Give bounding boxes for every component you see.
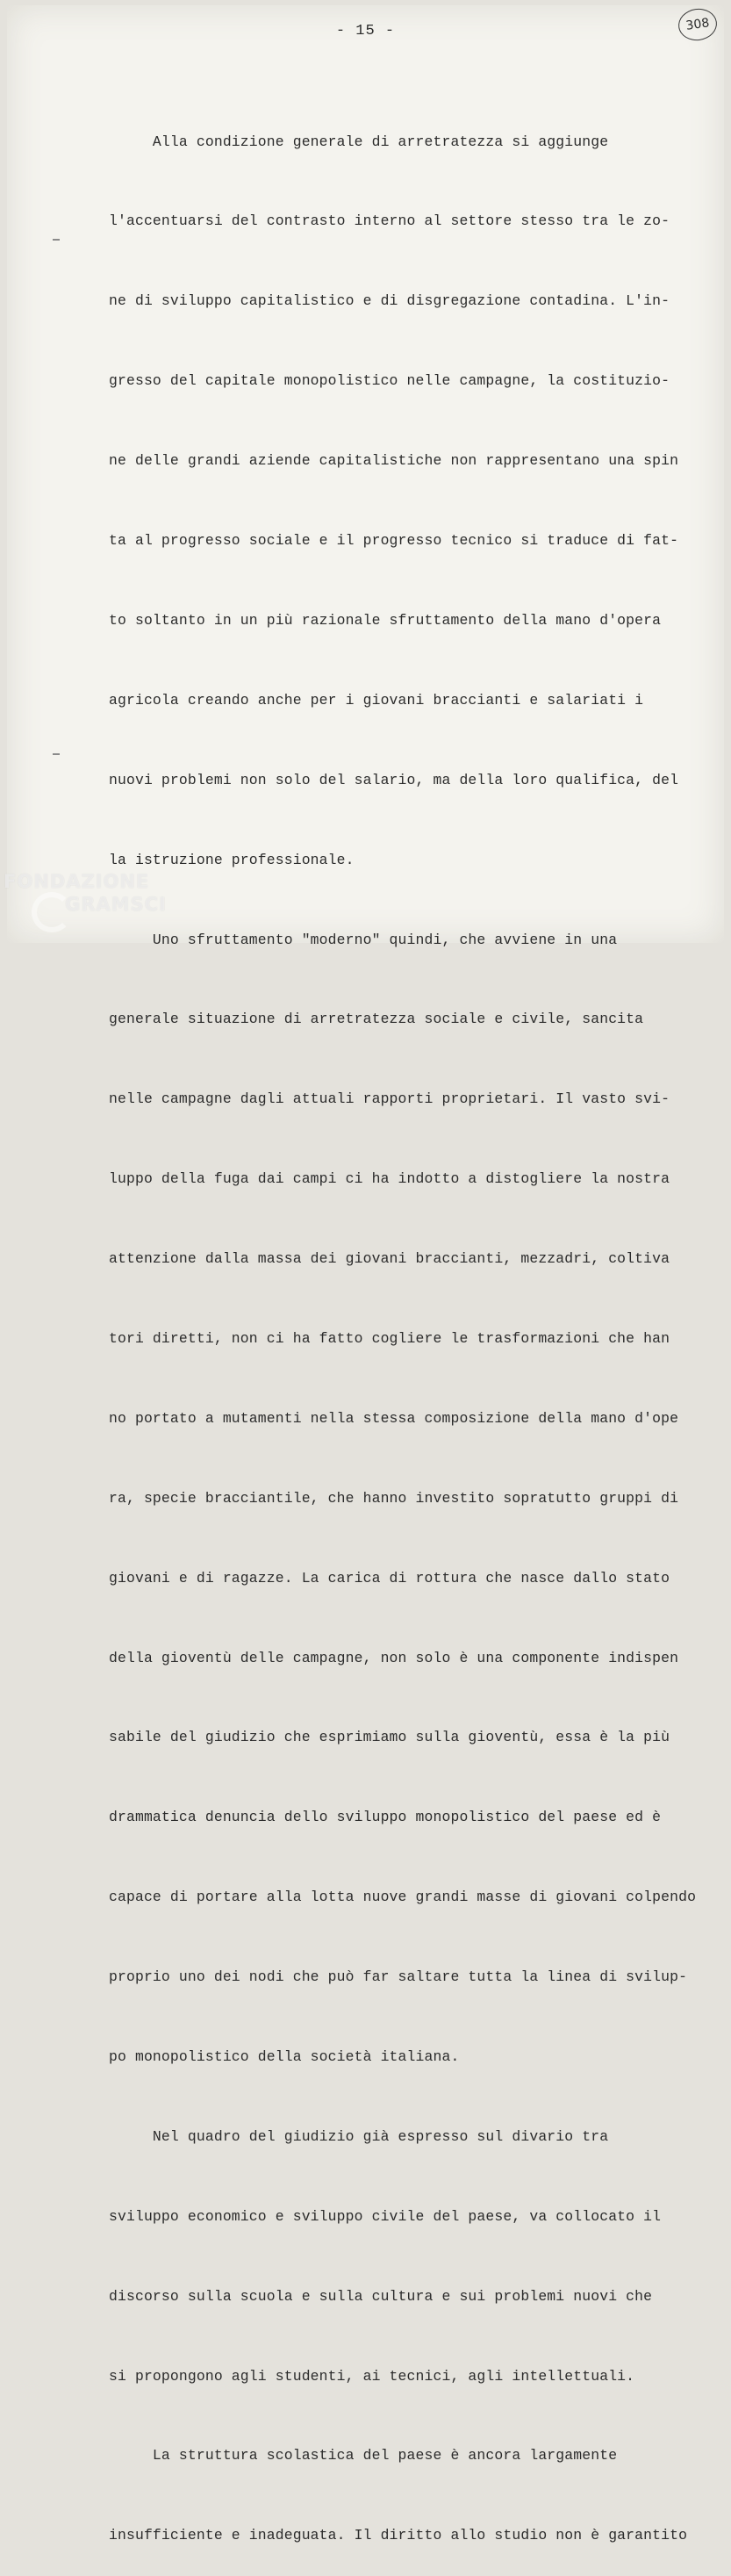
- text-line: Alla condizione generale di arretratezza si aggiunge: [109, 133, 609, 150]
- text-line: capace di portare alla lotta nuove grandi masse di giovani colpendo: [109, 1889, 697, 1906]
- page-number: - 15 -: [335, 23, 396, 40]
- text-line: no portato a mutamenti nella stessa composizione della mano d'ope: [109, 1409, 679, 1427]
- text-line: gresso del capitale monopolistico nelle campagne, la costituzio-: [109, 372, 670, 390]
- text-line: agricola creando anche per i giovani braccianti e salariati i: [109, 691, 644, 709]
- text-line: ra, specie bracciantile, che hanno investito sopratutto gruppi di: [109, 1489, 679, 1507]
- text-line: proprio uno dei nodi che può far saltare tutta la linea di svilup-: [109, 1968, 688, 1986]
- text-line: ta al progresso sociale e il progresso tecnico si traduce di fat-: [109, 532, 679, 550]
- margin-mark: [53, 239, 60, 241]
- text-line: generale situazione di arretratezza sociale e civile, sancita: [109, 1011, 644, 1028]
- text-line: ne di sviluppo capitalistico e di disgregazione contadina. L'in-: [109, 292, 670, 310]
- text-line: insufficiente e inadeguata. Il diritto allo studio non è garantito: [109, 2527, 688, 2544]
- text-line: Nel quadro del giudizio già espresso sul divario tra: [109, 2127, 609, 2145]
- text-line: ne delle grandi aziende capitalistiche non rappresentano una spin: [109, 452, 679, 470]
- text-line: nuovi problemi non solo del salario, ma della loro qualifica, del: [109, 771, 679, 788]
- watermark-line-1: FONDAZIONE: [4, 871, 150, 892]
- text-line: giovani e di ragazze. La carica di rottura che nasce dallo stato: [109, 1569, 670, 1587]
- text-line: to soltanto in un più razionale sfruttamento della mano d'opera: [109, 611, 662, 629]
- text-line: po monopolistico della società italiana.: [109, 2047, 460, 2065]
- watermark-line-2: GRAMSCI: [65, 894, 167, 915]
- text-line: attenzione dalla massa dei giovani braccianti, mezzadri, coltiva: [109, 1250, 670, 1268]
- text-line: luppo della fuga dai campi ci ha indotto a distogliere la nostra: [109, 1170, 670, 1188]
- text-line: sabile del giudizio che esprimiamo sulla gioventù, essa è la più: [109, 1729, 670, 1746]
- text-line: si propongono agli studenti, ai tecnici, agli intellettuali.: [109, 2367, 635, 2385]
- text-line: della gioventù delle campagne, non solo è una componente indispen: [109, 1649, 679, 1666]
- text-line: La struttura scolastica del paese è ancora largamente: [109, 2447, 618, 2464]
- text-line: sviluppo economico e sviluppo civile del paese, va collocato il: [109, 2207, 662, 2225]
- text-line: nelle campagne dagli attuali rapporti proprietari. Il vasto svi-: [109, 1090, 670, 1108]
- margin-mark: [53, 753, 60, 755]
- text-line: Uno sfruttamento "moderno" quindi, che avviene in una: [109, 931, 618, 948]
- text-line: l'accentuarsi del contrasto interno al settore stesso tra le zo-: [109, 212, 670, 230]
- typewritten-body: [109, 76, 697, 2576]
- archive-stamp: 308: [677, 6, 720, 43]
- text-line: discorso sulla scuola e sulla cultura e sui problemi nuovi che: [109, 2287, 653, 2305]
- text-line: la istruzione professionale.: [109, 851, 355, 868]
- text-line: tori diretti, non ci ha fatto cogliere le trasformazioni che han: [109, 1329, 670, 1347]
- text-line: drammatica denuncia dello sviluppo monopolistico del paese ed è: [109, 1809, 662, 1826]
